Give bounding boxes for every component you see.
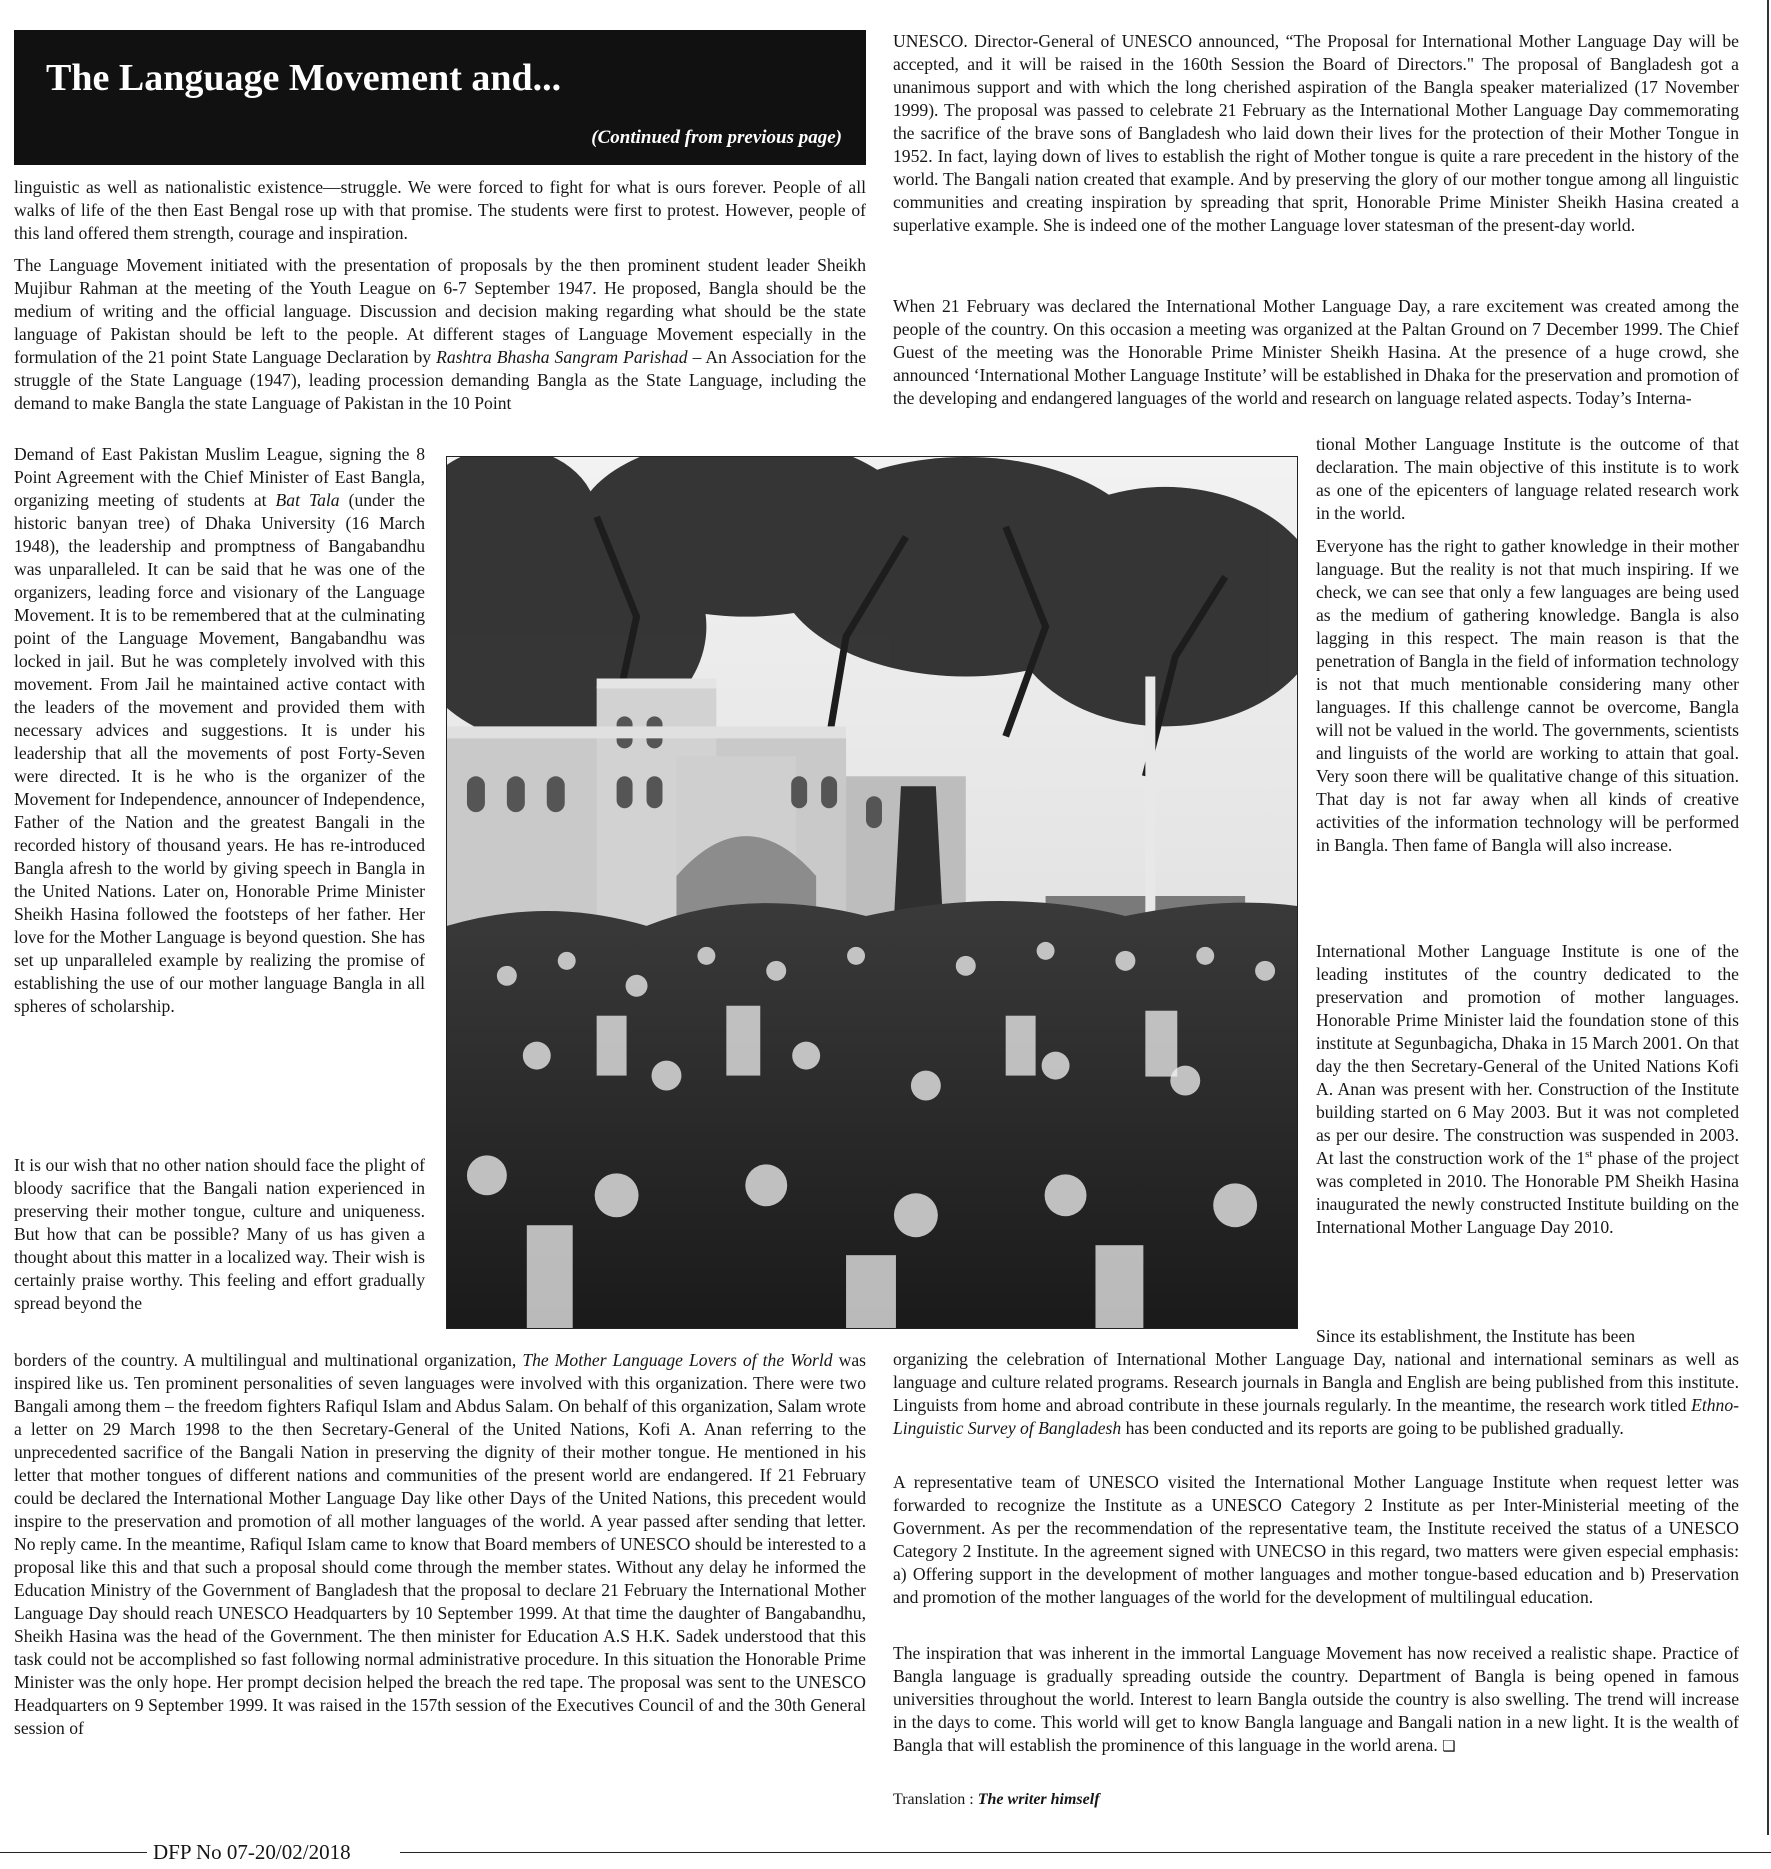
footer [0,1835,1771,1869]
footer-rule-right [400,1852,1771,1853]
footer-dfp-number: DFP No 07-20/02/2018 [147,1838,357,1866]
translation-credit: Translation : The writer himself [893,1791,1100,1808]
col1-paragraph-2-narrow: Demand of East Pakistan Muslim League, signing the 8 Point Agreement with the Chief Minister of East Bangla, organizing meeting of students at Bat Tala (under the historic banyan tree) of Dhaka University (16 March 1948), the leadership and promptness of Bangabandhu was unparalleled. It can be said that he was one of the organizers, leading force and visionary of the Language Movement. It is to be remembered that at the culminating point of the Language Movement, Bangabandhu was locked in jail. But he was completely involved with this movement. From Jail he maintained active contact with the leaders of the movement and provided them with necessary advices and suggestions. It is under his leadership that all the movements of post Forty-Seven were directed. It is he who is the organizer of the Movement for Independence, announcer of Independence, Father of the Nation and the greatest Bangali in the recorded history of thousand years. He has re-introduced Bangla afresh to the world by giving speech in Bangla in the United Nations. Later on, Honorable Prime Minister Sheikh Hasina followed the footsteps of her father. Her love for the Mother Language is beyond question. She has set up unparalleled example by realizing the promise of establishing the use of our mother language Bangla in all spheres of scholarship. [14,444,425,1016]
header-banner [14,30,866,165]
col2-paragraph-2-wide: When 21 February was declared the International Mother Language Day, a rare excitement was created among the people of the country. On this occasion a meeting was organized at the Paltan Ground on 7 December 1999. The Chief Guest of the meeting was the Honorable Prime Minister Sheikh Hasina. At the presence of a huge crowd, she announced ‘International Mother Language Institute’ will be established in Dhaka for the preservation and promotion of the developing and endangered languages of the world and research on language related aspects. Today’s Interna- [893,296,1739,408]
col1-paragraph-3-wide: borders of the country. A multilingual and multinational organization, The Mother Language Lovers of the World was inspired like us. Ten prominent personalities of seven languages were involved with this organization. There were two Bangali among them – the freedom fighters Rafiqul Islam and Abdus Salam. On behalf of this organization, Salam wrote a letter on 29 March 1998 to the then Secretary-General of the United Nations, Kofi A. Anan referring to the unprecedented sacrifice of the Bangali Nation in preserving the dignity of their mother tongue. He mentioned in his letter that mother tongues of different nations and communities of the present world are endangered. If 21 February could be declared the International Mother Language Day like other Days of the United Nations, this precedent would inspire to the preservation and promotion of all mother languages of the world. A year passed after sending that letter. No reply came. In the meantime, Rafiqul Islam came to know that Board members of UNESCO should be interested to a proposal like this and that such a proposal should come through the member states. Without any delay he informed the Education Ministry of the Government of Bangladesh that the proposal to declare 21 February the International Mother Language Day should reach UNESCO Headquarters by 10 September 1999. At that time the daughter of Bangabandhu, Sheikh Hasina was the head of the Government. The then minister for Education A.S H.K. Sadek understood that this task could not be accomplished so fast following normal administrative procedure. In this situation the Honorable Prime Minister was the only hope. Her prompt decision helped the breach the red tape. The proposal was sent to the UNESCO Headquarters on 9 September 1999. It was raised in the 157th session of the Executives Council of and the 30th General session of [14,1350,866,1738]
footer-rule-left [0,1852,147,1853]
historical-photo [446,456,1298,1329]
col1-paragraph-2-wide: The Language Movement initiated with the presentation of proposals by the then prominent student leader Sheikh Mujibur Rahman at the meeting of the Youth League on 6-7 September 1947. He proposed, Bangla should be the medium of writing and the official language. Discussion and decision making regarding what should be the state language of Pakistan should be left to the people. At different stages of Language Movement especially in the formulation of the 21 point State Language Declaration by Rashtra Bhasha Sangram Parishad – An Association for the struggle of the State Language (1947), leading procession demanding Bangla as the State Language, including the demand to make Bangla the state Language of Pakistan in the 10 Point [14,255,867,413]
end-mark-icon: ❏ [1442,1739,1456,1755]
col2-paragraph-5-narrow: Since its establishment, the Institute has been [1316,1326,1636,1346]
col2-paragraph-5-wide: organizing the celebration of International Mother Language Day, national and international seminars as well as language and culture related programs. Research journals in Bangla and English are being published from this institute. Linguists from home and abroad contribute in these journals regularly. In the meantime, the research work titled Ethno-Linguistic Survey of Bangladesh has been conducted and its reports are going to be published gradually. [893,1349,1739,1438]
col2-paragraph-3: Everyone has the right to gather knowledge in their mother language. But the reality is not that much inspiring. If we check, we can see that only a few languages are being used as the medium of gathering knowledge. Bangla is also lagging in this respect. The main reason is that the penetration of Bangla in the field of information technology is not that much mentionable considering many other languages. If this challenge cannot be overcome, Bangla will not be valued in the world. The governments, scientists and linguists of the world are working to attain that goal. Very soon there will be qualitative change of this situation. That day is not far away when all kinds of creative activities of the information technology will be performed in Bangla. Then fame of Bangla will also increase. [1316,536,1739,855]
col2-paragraph-6: A representative team of UNESCO visited the International Mother Language Institute when request letter was forwarded to recognize the Institute as a UNESCO Category 2 Institute as per Inter-Ministerial meeting of the Government. As per the recommendation of the representative team, the Institute received the status of a UNESCO Category 2 Institute. In the agreement signed with UNECSO in this regard, two matters were given especial emphasis: a) Offering support in the development of mother languages and mother tongue-based education and b) Preservation and promotion of the mother languages of the world for the development of multilingual education. [893,1472,1739,1607]
continued-note: (Continued from previous page) [591,127,842,148]
col1-paragraph-1: linguistic as well as nationalistic existence—struggle. We were forced to fight for what is ours forever. People of all walks of life of the then East Bengal rose up with that promise. The students were first to protest. However, people of this land offered them strength, courage and inspiration. [14,177,866,243]
col1-paragraph-3-narrow: It is our wish that no other nation should face the plight of bloody sacrifice that the Bangali nation experienced in preserving their mother tongue, culture and uniqueness. But how that can be possible? Many of us has given a thought about this matter in a localized way. Their wish is certainly praise worthy. This feeling and effort gradually spread beyond the [14,1155,425,1313]
photo-illustration [447,457,1297,1328]
page-edge-rule [1767,0,1769,1835]
col2-paragraph-4: International Mother Language Institute is one of the leading institutes of the country dedicated to the preservation and promotion of mother languages. Honorable Prime Minister laid the foundation stone of this institute at Segunbagicha, Dhaka in 15 March 2001. On that day the then Secretary-General of the United Nations Kofi A. Anan was present with her. Construction of the Institute building started on 6 May 2003. But it was not completed as per our desire. The construction was suspended in 2003. At last the construction work of the 1st phase of the project was completed in 2010. The Honorable PM Sheikh Hasina inaugurated the newly constructed Institute building on the International Mother Language Day 2010. [1316,941,1739,1237]
col2-paragraph-7: The inspiration that was inherent in the immortal Language Movement has now received a realistic shape. Practice of Bangla language is gradually spreading outside the country. Department of Bangla is being opened in famous universities throughout the world. Interest to learn Bangla outside the country is also swelling. The trend will increase in the days to come. This world will get to know Bangla language and Bangali nation in a new light. It is the wealth of Bangla that will establish the prominence of this language in the world arena. ❏ [893,1643,1739,1755]
article-title: The Language Movement and... [46,57,562,99]
col2-paragraph-1: UNESCO. Director-General of UNESCO announced, “The Proposal for International Mother Language Day will be accepted, and it will be raised in the 160th Session the Board of Directors." The proposal of Bangladesh got a unanimous support and with which the long cherished aspiration of the Bangla speaker materialized (17 November 1999). The proposal was passed to celebrate 21 February as the International Mother Language Day commemorating the sacrifice of the brave sons of Bangladesh who laid down their lives for the protection of their Mother Tongue in 1952. In fact, laying down of lives to establish the right of Mother tongue is quite a rare precedent in the history of the world. The Bangali nation created that example. And by preserving the glory of our mother tongue among all linguistic communities and creating inspiration by spreading that sprit, Honorable Prime Minister Sheikh Hasina created a superlative example. She is indeed one of the mother Language lover statesman of the present-day world. [893,31,1739,235]
col2-paragraph-2-narrow: tional Mother Language Institute is the outcome of that declaration. The main objective of this institute is to work as one of the epicenters of language related research work in the world. [1316,434,1739,523]
